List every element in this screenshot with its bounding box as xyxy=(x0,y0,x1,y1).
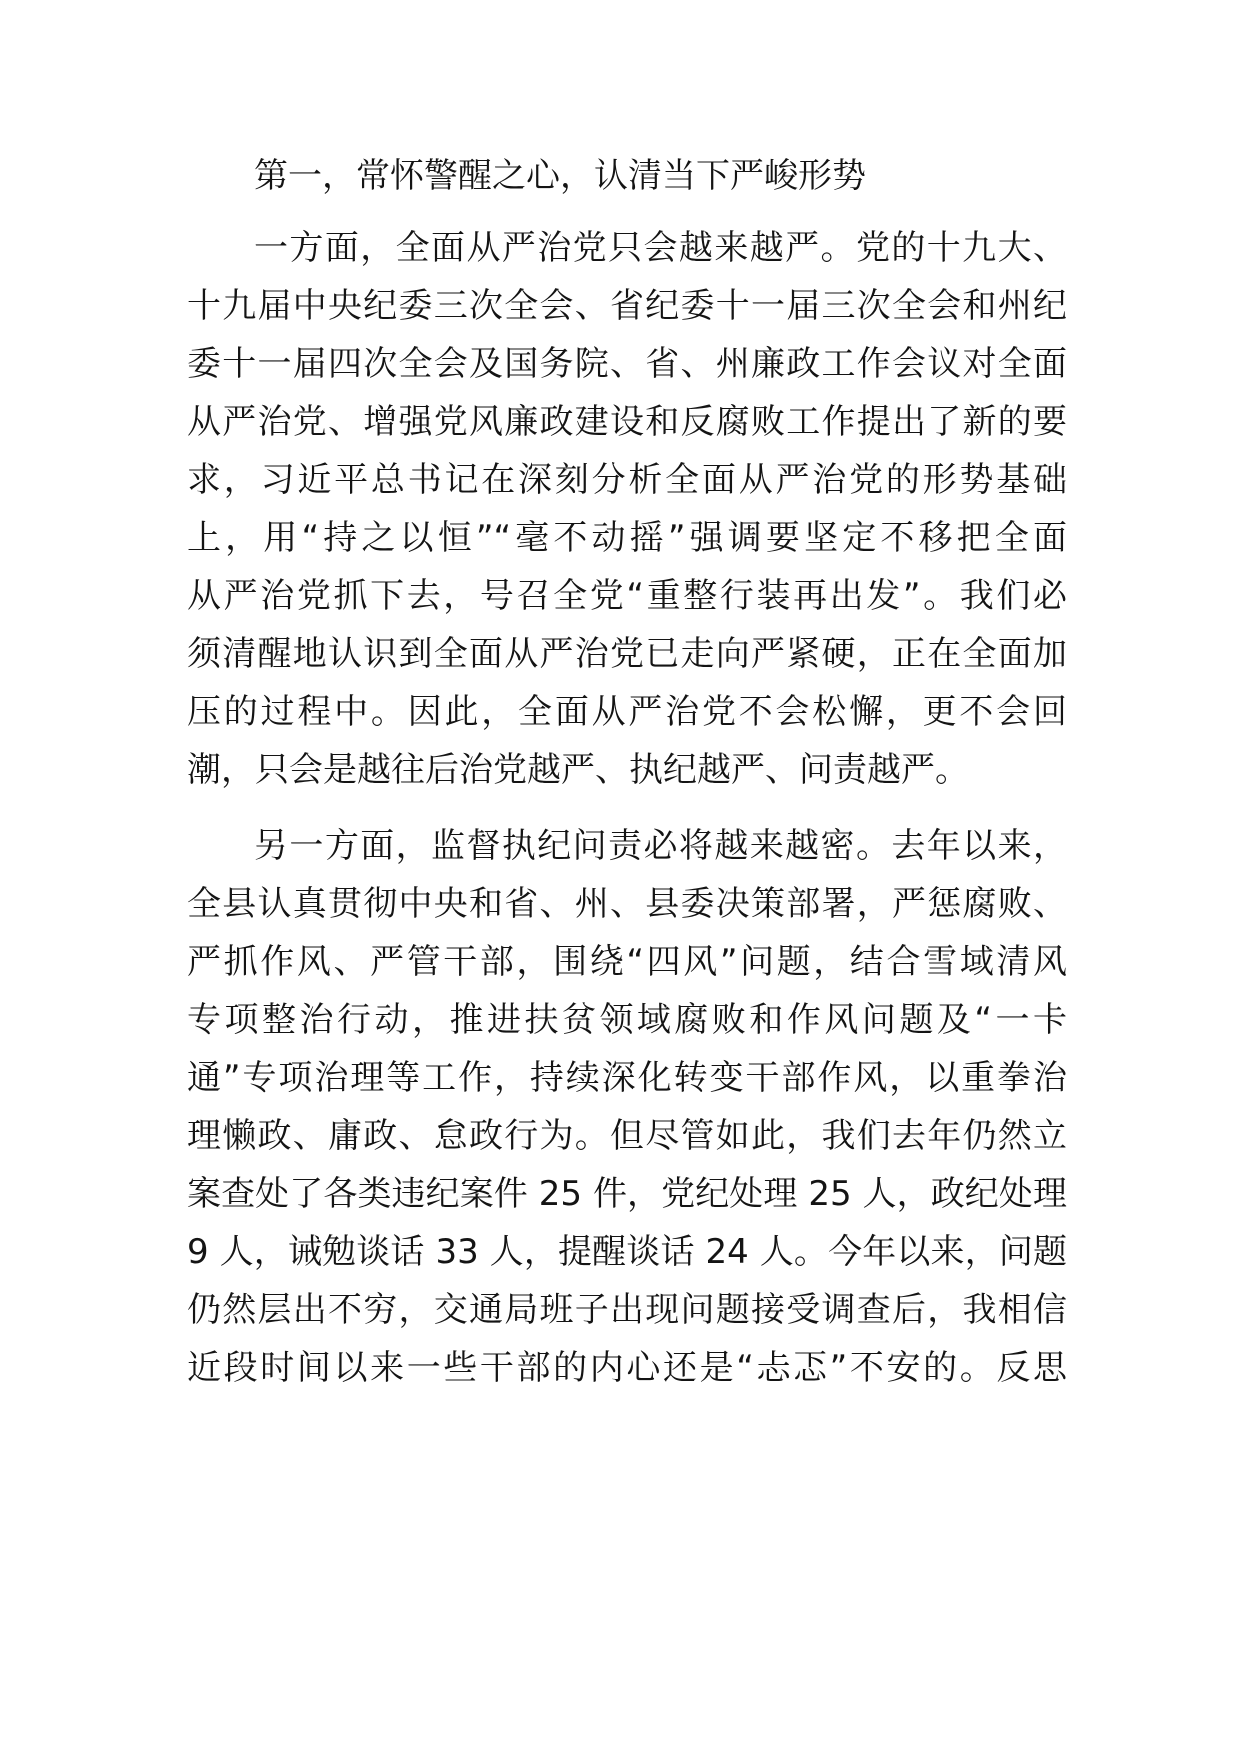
paragraph-2-line: 通”专项治理等工作，持续深化转变干部作风，以重拳治 xyxy=(187,1058,1067,1098)
paragraph-2-line: 理懒政、庸政、怠政行为。但尽管如此，我们去年仍然立 xyxy=(187,1116,1067,1156)
paragraph-1-line: 从严治党抓下去，号召全党“重整行装再出发”。我们必 xyxy=(187,576,1067,616)
paragraph-1-line: 求，习近平总书记在深刻分析全面从严治党的形势基础 xyxy=(187,460,1067,500)
paragraph-2-line: 近段时间以来一些干部的内心还是“忐忑”不安的。反思 xyxy=(187,1348,1067,1388)
paragraph-2-line: 专项整治行动，推进扶贫领域腐败和作风问题及“一卡 xyxy=(187,1000,1067,1040)
paragraph-1-line: 潮，只会是越往后治党越严、执纪越严、问责越严。 xyxy=(187,750,969,790)
paragraph-2-line: 严抓作风、严管干部，围绕“四风”问题，结合雪域清风 xyxy=(187,942,1067,982)
paragraph-2-line: 全县认真贯彻中央和省、州、县委决策部署，严惩腐败、 xyxy=(187,884,1067,924)
paragraph-2-line: 另一方面，监督执纪问责必将越来越密。去年以来， xyxy=(254,826,1067,866)
paragraph-1-line: 须清醒地认识到全面从严治党已走向严紧硬，正在全面加 xyxy=(187,634,1067,674)
paragraph-2-line: 9 人，诫勉谈话 33 人，提醒谈话 24 人。今年以来，问题 xyxy=(187,1232,1067,1272)
paragraph-1-line: 压的过程中。因此，全面从严治党不会松懈，更不会回 xyxy=(187,692,1067,732)
paragraph-1-line: 上，用“持之以恒”“毫不动摇”强调要坚定不移把全面 xyxy=(187,518,1067,558)
paragraph-2-line: 案查处了各类违纪案件 25 件，党纪处理 25 人，政纪处理 xyxy=(187,1174,1067,1214)
paragraph-1-line: 十九届中央纪委三次全会、省纪委十一届三次全会和州纪 xyxy=(187,286,1067,326)
paragraph-1-line: 从严治党、增强党风廉政建设和反腐败工作提出了新的要 xyxy=(187,402,1067,442)
paragraph-2-line: 仍然层出不穷，交通局班子出现问题接受调查后，我相信 xyxy=(187,1290,1067,1330)
paragraph-1-line: 委十一届四次全会及国务院、省、州廉政工作会议对全面 xyxy=(187,344,1067,384)
section-heading: 第一，常怀警醒之心，认清当下严峻形势 xyxy=(254,156,866,196)
paragraph-1-line: 一方面，全面从严治党只会越来越严。党的十九大、 xyxy=(254,228,1067,268)
